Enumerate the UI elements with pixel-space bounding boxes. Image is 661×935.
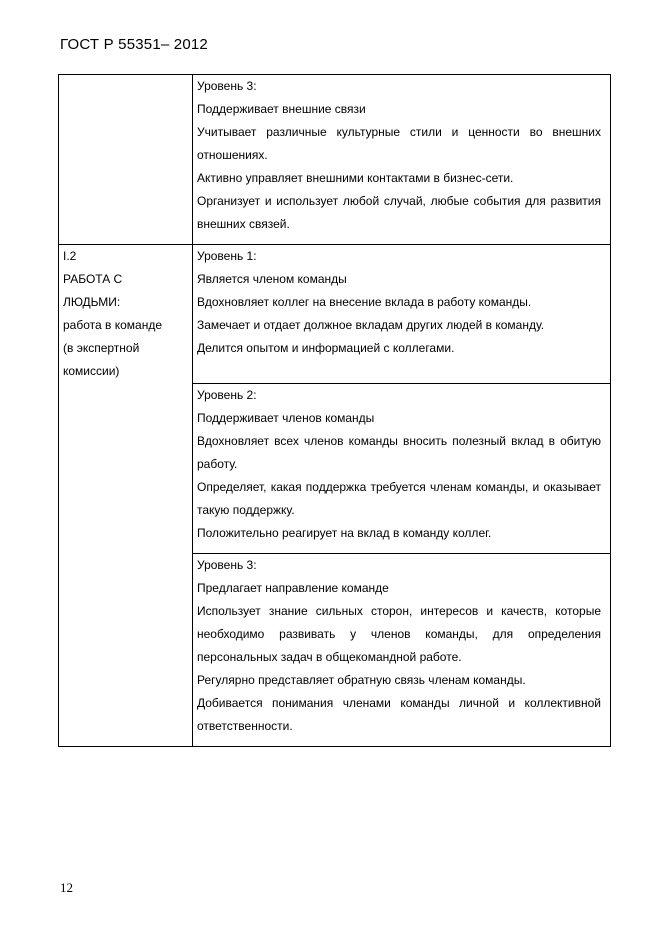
competency-table [58, 74, 611, 747]
level-item: Предлагает направление команде [197, 581, 389, 595]
competency-description: комиссии) [63, 364, 120, 378]
level-cell [193, 554, 611, 747]
level-item: Активно управляет внешними контактами в бизнес-сети. [197, 171, 514, 185]
page-header: ГОСТ Р 55351– 2012 [60, 36, 208, 53]
level-title: Уровень 1: [197, 249, 257, 263]
competency-description: работа в команде [63, 318, 162, 332]
level-item: Поддерживает внешние связи [197, 102, 366, 116]
level-item: Положительно реагирует на вклад в команду коллег. [197, 526, 492, 540]
level-item: Учитывает различные культурные стили и ценности во внешних отношениях. [197, 125, 601, 162]
table-row [59, 75, 611, 245]
level-item: Является членом команды [197, 272, 347, 286]
competency-cell [59, 75, 193, 245]
level-item: Регулярно представляет обратную связь членам команды. [197, 673, 526, 687]
competency-code: I.2 [63, 249, 77, 263]
level-cell [193, 384, 611, 554]
competency-description: (в экспертной [63, 341, 140, 355]
competency-title: РАБОТА С [63, 272, 123, 286]
level-item: Организует и использует любой случай, любые события для развития внешних связей. [197, 194, 601, 231]
level-item: Добивается понимания членами команды личной и коллективной ответственности. [197, 696, 601, 733]
page-number: 12 [60, 880, 73, 895]
level-item: Использует знание сильных сторон, интересов и качеств, которые необходимо развивать у членов команды, для определения персональных задач в общекомандной работе. [197, 604, 601, 664]
level-item: Вдохновляет коллег на внесение вклада в работу команды. [197, 295, 532, 309]
level-title: Уровень 2: [197, 388, 257, 402]
level-item: Вдохновляет всех членов команды вносить полезный вклад в обитую работу. [197, 434, 601, 471]
level-item: Делится опытом и информацией с коллегами. [197, 341, 455, 355]
level-item: Поддерживает членов команды [197, 411, 375, 425]
level-title: Уровень 3: [197, 558, 257, 572]
level-title: Уровень 3: [197, 79, 257, 93]
table-row [59, 245, 611, 384]
competency-title: ЛЮДЬМИ: [63, 295, 121, 309]
level-cell [193, 245, 611, 384]
competency-cell [59, 245, 193, 747]
level-item: Замечает и отдает должное вкладам других людей в команду. [197, 318, 545, 332]
level-cell [193, 75, 611, 245]
level-item: Определяет, какая поддержка требуется членам команды, и оказывает такую поддержку. [197, 480, 601, 517]
